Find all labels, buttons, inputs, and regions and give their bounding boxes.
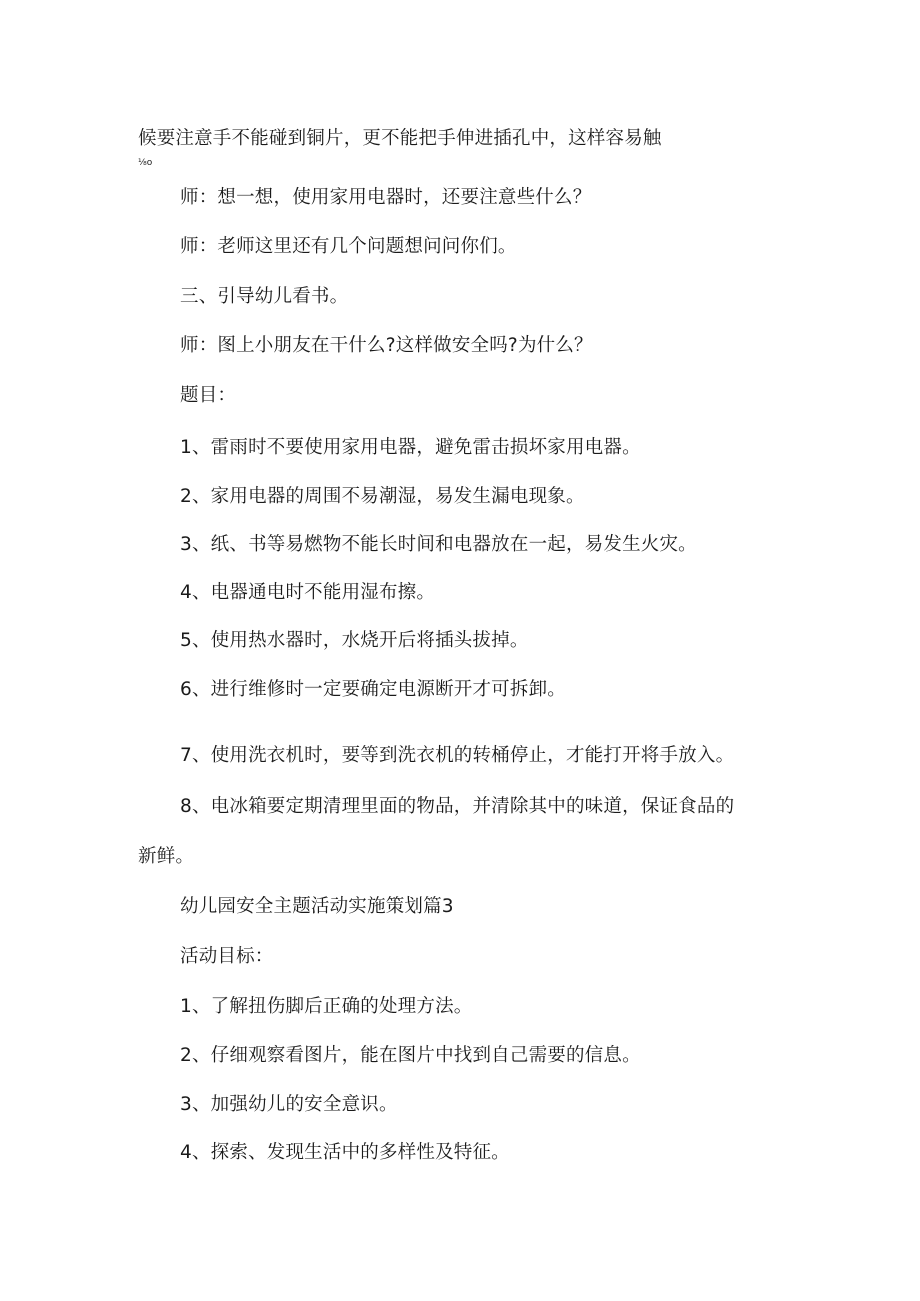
- list-item: 7、使用洗衣机时，要等到洗衣机的转桶停止，才能打开将手放入。: [180, 745, 735, 766]
- paragraph: 师：图上小朋友在干什么?这样做安全吗?为什么？: [180, 335, 593, 356]
- objective-item: 4、探索、发现生活中的多样性及特征。: [180, 1142, 510, 1163]
- list-item: 5、使用热水器时，水烧开后将插头拔掉。: [180, 630, 529, 651]
- list-item: 4、电器通电时不能用湿布擦。: [180, 582, 436, 603]
- paragraph: 题目：: [180, 385, 237, 406]
- continuation-line: 候要注意手不能碰到铜片，更不能把手伸进插孔中，这样容易触: [138, 128, 662, 149]
- objective-item: 3、加强幼儿的安全意识。: [180, 1094, 398, 1115]
- list-item: 1、雷雨时不要使用家用电器，避免雷击损坏家用电器。: [180, 437, 641, 458]
- list-item: 6、进行维修时一定要确定电源断开才可拆卸。: [180, 679, 566, 700]
- paragraph: 师：老师这里还有几个问题想问问你们。: [180, 236, 517, 257]
- continuation-fragment: ⅛o: [138, 158, 153, 168]
- section-title: 幼儿园安全主题活动实施策划篇3: [180, 896, 454, 917]
- list-item: 8、电冰箱要定期清理里面的物品，并清除其中的味道，保证食品的: [180, 796, 735, 817]
- list-item: 3、纸、书等易燃物不能长时间和电器放在一起，易发生火灾。: [180, 534, 697, 555]
- section-heading: 三、引导幼儿看书。: [180, 286, 349, 307]
- wrap-line: 新鲜。: [138, 846, 195, 867]
- objective-item: 1、了解扭伤脚后正确的处理方法。: [180, 996, 473, 1017]
- paragraph: 师：想一想，使用家用电器时，还要注意些什么？: [180, 187, 592, 208]
- objective-item: 2、仔细观察看图片，能在图片中找到自己需要的信息。: [180, 1045, 641, 1066]
- objectives-heading: 活动目标：: [180, 946, 274, 967]
- list-item: 2、家用电器的周围不易潮湿，易发生漏电现象。: [180, 486, 585, 507]
